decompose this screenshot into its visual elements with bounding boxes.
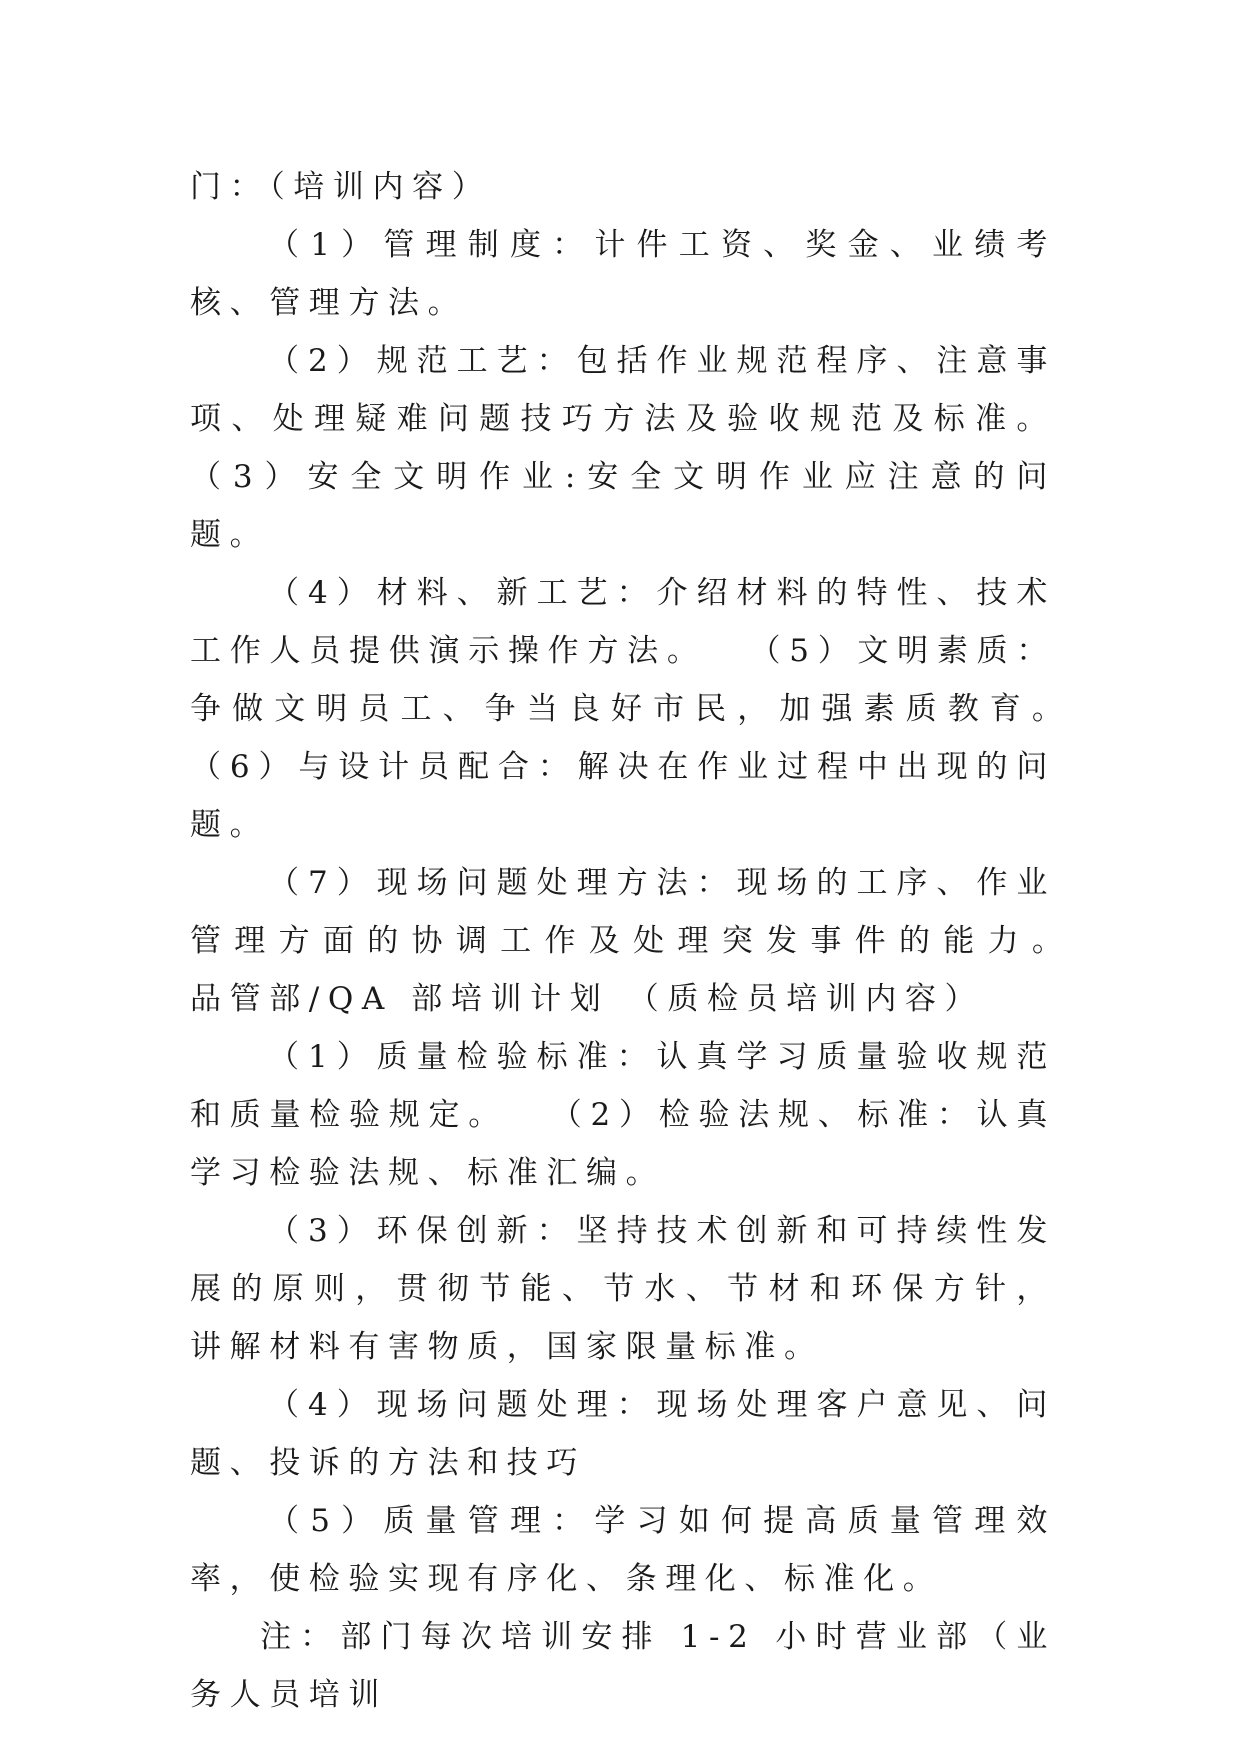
paragraph-quality-management: （5）质量管理：学习如何提高质量管理效率，使检验实现有序化、条理化、标准化。: [190, 1503, 1056, 1597]
paragraph-materials: （4）材料、新工艺：介绍材料的特性、技术工作人员提供演示操作方法。 （5）文明素质：争做文明员工、争当良好市民，加强素质教育。 （6）与设计员配合：解决在作业过程中出现的问题。: [190, 575, 1115, 843]
paragraph-quality-standards: （1）质量检验标准：认真学习质量验收规范和质量检验规定。 （2）检验法规、标准：认真学习检验法规、标准汇编。: [190, 1039, 1056, 1191]
paragraph-note: 注：部门每次培训安排 1-2 小时营业部（业务人员培训: [190, 1619, 1056, 1713]
document-page: [190, 158, 1115, 1724]
paragraph-onsite-handling: （7）现场问题处理方法：现场的工序、作业管理方面的协调工作及处理突发事件的能力。 品管部/QA 部培训计划 （质检员培训内容）: [190, 865, 1115, 1017]
paragraph-heading: 门：（培训内容）: [190, 169, 492, 205]
paragraph-environmental-innovation: （3）环保创新：坚持技术创新和可持续性发展的原则，贯彻节能、节水、节材和环保方针，讲解材料有害物质，国家限量标准。: [190, 1213, 1056, 1365]
paragraph-onsite-problems: （4）现场问题处理：现场处理客户意见、问题、投诉的方法和技巧: [190, 1387, 1056, 1481]
paragraph-management-system: （1）管理制度：计件工资、奖金、业绩考核、管理方法。: [190, 227, 1056, 321]
paragraph-process-standards: （2）规范工艺：包括作业规范程序、注意事项、处理疑难问题技巧方法及验收规范及标准。 （3）安全文明作业:安全文明作业应注意的问题。: [190, 343, 1056, 553]
